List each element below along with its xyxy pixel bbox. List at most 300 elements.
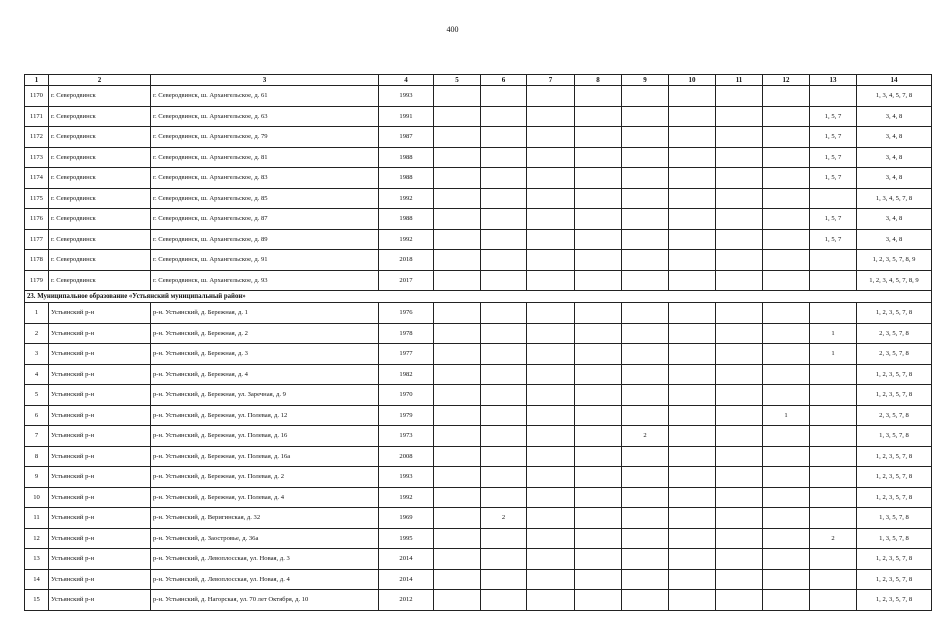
address-cell: р-н. Устьянский, д. Бережная, д. 4 bbox=[151, 364, 379, 385]
col10-cell bbox=[669, 590, 716, 611]
col13-cell: 1, 5, 7 bbox=[810, 127, 857, 148]
col5-cell bbox=[434, 344, 481, 365]
col8-cell bbox=[575, 303, 622, 324]
column-header: 1 bbox=[25, 75, 49, 86]
col11-cell bbox=[716, 549, 763, 570]
col5-cell bbox=[434, 209, 481, 230]
col14-cell: 1, 3, 5, 7, 8 bbox=[857, 426, 932, 447]
municipality-cell: Устьянский р-н bbox=[49, 426, 151, 447]
municipality-cell: Устьянский р-н bbox=[49, 549, 151, 570]
year-cell: 2014 bbox=[379, 569, 434, 590]
col9-cell bbox=[622, 147, 669, 168]
col14-cell: 1, 2, 3, 5, 7, 8 bbox=[857, 467, 932, 488]
address-cell: г. Северодвинск, ш. Архангельское, д. 85 bbox=[151, 188, 379, 209]
table-row bbox=[25, 405, 932, 426]
col11-cell bbox=[716, 229, 763, 250]
table-row bbox=[25, 549, 932, 570]
col13-cell bbox=[810, 487, 857, 508]
col6-cell bbox=[481, 549, 527, 570]
address-cell: р-н. Устьянский, д. Бережная, ул. Полевая, д. 4 bbox=[151, 487, 379, 508]
col7-cell bbox=[527, 127, 575, 148]
col13-cell bbox=[810, 303, 857, 324]
col12-cell bbox=[763, 508, 810, 529]
col13-cell bbox=[810, 446, 857, 467]
col10-cell bbox=[669, 508, 716, 529]
col6-cell bbox=[481, 127, 527, 148]
col12-cell bbox=[763, 270, 810, 291]
col14-cell: 1, 2, 3, 5, 7, 8 bbox=[857, 364, 932, 385]
table-row bbox=[25, 303, 932, 324]
row-number-cell: 6 bbox=[25, 405, 49, 426]
col5-cell bbox=[434, 590, 481, 611]
col9-cell bbox=[622, 209, 669, 230]
address-cell: г. Северодвинск, ш. Архангельское, д. 79 bbox=[151, 127, 379, 148]
row-number-cell: 7 bbox=[25, 426, 49, 447]
col12-cell bbox=[763, 569, 810, 590]
address-cell: р-н. Устьянский, д. Бережная, ул. Полевая, д. 2 bbox=[151, 467, 379, 488]
year-cell: 1988 bbox=[379, 168, 434, 189]
col6-cell bbox=[481, 303, 527, 324]
col7-cell bbox=[527, 229, 575, 250]
municipality-cell: Устьянский р-н bbox=[49, 528, 151, 549]
col7-cell bbox=[527, 209, 575, 230]
col6-cell bbox=[481, 147, 527, 168]
column-header: 13 bbox=[810, 75, 857, 86]
col5-cell bbox=[434, 270, 481, 291]
col9-cell bbox=[622, 549, 669, 570]
year-cell: 2012 bbox=[379, 590, 434, 611]
col13-cell bbox=[810, 250, 857, 271]
col11-cell bbox=[716, 426, 763, 447]
col11-cell bbox=[716, 467, 763, 488]
col11-cell bbox=[716, 127, 763, 148]
col7-cell bbox=[527, 168, 575, 189]
col8-cell bbox=[575, 168, 622, 189]
row-number-cell: 5 bbox=[25, 385, 49, 406]
municipality-cell: Устьянский р-н bbox=[49, 569, 151, 590]
year-cell: 1969 bbox=[379, 508, 434, 529]
address-cell: р-н. Устьянский, д. Бережная, д. 1 bbox=[151, 303, 379, 324]
municipality-cell: г. Северодвинск bbox=[49, 229, 151, 250]
col13-cell: 1, 5, 7 bbox=[810, 147, 857, 168]
section-row bbox=[25, 291, 932, 303]
col5-cell bbox=[434, 426, 481, 447]
page-number: 400 bbox=[446, 25, 459, 34]
col11-cell bbox=[716, 385, 763, 406]
address-cell: р-н. Устьянский, д. Заостровье, д. 36а bbox=[151, 528, 379, 549]
col13-cell bbox=[810, 508, 857, 529]
col11-cell bbox=[716, 446, 763, 467]
column-header: 7 bbox=[527, 75, 575, 86]
address-cell: р-н. Устьянский, д. Бережная, д. 2 bbox=[151, 323, 379, 344]
year-cell: 1993 bbox=[379, 86, 434, 107]
address-cell: г. Северодвинск, ш. Архангельское, д. 81 bbox=[151, 147, 379, 168]
col12-cell bbox=[763, 385, 810, 406]
col6-cell bbox=[481, 569, 527, 590]
col6-cell bbox=[481, 405, 527, 426]
address-cell: р-н. Устьянский, д. Веригинская, д. 32 bbox=[151, 508, 379, 529]
header-row bbox=[25, 75, 932, 86]
row-number-cell: 1175 bbox=[25, 188, 49, 209]
table-row bbox=[25, 426, 932, 447]
col13-cell bbox=[810, 405, 857, 426]
col5-cell bbox=[434, 487, 481, 508]
year-cell: 1987 bbox=[379, 127, 434, 148]
col12-cell bbox=[763, 344, 810, 365]
col9-cell bbox=[622, 168, 669, 189]
municipality-cell: г. Северодвинск bbox=[49, 127, 151, 148]
col13-cell: 1, 5, 7 bbox=[810, 209, 857, 230]
table-row bbox=[25, 250, 932, 271]
col11-cell bbox=[716, 209, 763, 230]
col13-cell: 2 bbox=[810, 528, 857, 549]
municipality-cell: Устьянский р-н bbox=[49, 446, 151, 467]
section-title: 23. Муниципальное образование «Устьянский муниципальный район» bbox=[25, 291, 932, 303]
col13-cell: 1, 5, 7 bbox=[810, 229, 857, 250]
col6-cell bbox=[481, 86, 527, 107]
col8-cell bbox=[575, 528, 622, 549]
table-row bbox=[25, 86, 932, 107]
column-header: 10 bbox=[669, 75, 716, 86]
col8-cell bbox=[575, 487, 622, 508]
col14-cell: 1, 2, 3, 5, 7, 8 bbox=[857, 446, 932, 467]
row-number-cell: 1170 bbox=[25, 86, 49, 107]
table-row bbox=[25, 385, 932, 406]
year-cell: 1978 bbox=[379, 323, 434, 344]
col7-cell bbox=[527, 569, 575, 590]
table-body bbox=[25, 86, 932, 611]
address-cell: р-н. Устьянский, д. Левоплосская, ул. Новая, д. 4 bbox=[151, 569, 379, 590]
col8-cell bbox=[575, 508, 622, 529]
row-number-cell: 2 bbox=[25, 323, 49, 344]
col6-cell bbox=[481, 229, 527, 250]
row-number-cell: 12 bbox=[25, 528, 49, 549]
municipality-cell: Устьянский р-н bbox=[49, 487, 151, 508]
table-row bbox=[25, 270, 932, 291]
col12-cell bbox=[763, 467, 810, 488]
col8-cell bbox=[575, 344, 622, 365]
col8-cell bbox=[575, 270, 622, 291]
col7-cell bbox=[527, 528, 575, 549]
col13-cell bbox=[810, 569, 857, 590]
col10-cell bbox=[669, 364, 716, 385]
year-cell: 1992 bbox=[379, 229, 434, 250]
col11-cell bbox=[716, 188, 763, 209]
col5-cell bbox=[434, 549, 481, 570]
col14-cell: 1, 2, 3, 5, 7, 8 bbox=[857, 487, 932, 508]
year-cell: 1976 bbox=[379, 303, 434, 324]
col14-cell: 3, 4, 8 bbox=[857, 127, 932, 148]
municipality-cell: Устьянский р-н bbox=[49, 323, 151, 344]
col9-cell bbox=[622, 127, 669, 148]
col11-cell bbox=[716, 147, 763, 168]
col13-cell bbox=[810, 467, 857, 488]
col9-cell bbox=[622, 508, 669, 529]
col10-cell bbox=[669, 86, 716, 107]
col7-cell bbox=[527, 487, 575, 508]
col9-cell bbox=[622, 467, 669, 488]
col14-cell: 1, 3, 5, 7, 8 bbox=[857, 508, 932, 529]
col6-cell bbox=[481, 446, 527, 467]
col14-cell: 2, 3, 5, 7, 8 bbox=[857, 323, 932, 344]
col12-cell: 1 bbox=[763, 405, 810, 426]
municipality-cell: Устьянский р-н bbox=[49, 364, 151, 385]
address-cell: г. Северодвинск, ш. Архангельское, д. 91 bbox=[151, 250, 379, 271]
col12-cell bbox=[763, 426, 810, 447]
col5-cell bbox=[434, 168, 481, 189]
col12-cell bbox=[763, 590, 810, 611]
municipality-cell: Устьянский р-н bbox=[49, 385, 151, 406]
table-row bbox=[25, 188, 932, 209]
col7-cell bbox=[527, 508, 575, 529]
year-cell: 2014 bbox=[379, 549, 434, 570]
col9-cell bbox=[622, 344, 669, 365]
col12-cell bbox=[763, 86, 810, 107]
col12-cell bbox=[763, 209, 810, 230]
col7-cell bbox=[527, 106, 575, 127]
col7-cell bbox=[527, 467, 575, 488]
year-cell: 1988 bbox=[379, 209, 434, 230]
col9-cell bbox=[622, 590, 669, 611]
col11-cell bbox=[716, 270, 763, 291]
col5-cell bbox=[434, 188, 481, 209]
table-row bbox=[25, 467, 932, 488]
row-number-cell: 1178 bbox=[25, 250, 49, 271]
col5-cell bbox=[434, 229, 481, 250]
col11-cell bbox=[716, 106, 763, 127]
row-number-cell: 13 bbox=[25, 549, 49, 570]
row-number-cell: 9 bbox=[25, 467, 49, 488]
col12-cell bbox=[763, 147, 810, 168]
row-number-cell: 11 bbox=[25, 508, 49, 529]
col14-cell: 1, 2, 3, 5, 7, 8 bbox=[857, 569, 932, 590]
row-number-cell: 4 bbox=[25, 364, 49, 385]
col8-cell bbox=[575, 446, 622, 467]
col6-cell bbox=[481, 467, 527, 488]
col11-cell bbox=[716, 405, 763, 426]
table-row bbox=[25, 364, 932, 385]
row-number-cell: 1176 bbox=[25, 209, 49, 230]
col6-cell bbox=[481, 270, 527, 291]
col9-cell bbox=[622, 303, 669, 324]
table-row bbox=[25, 106, 932, 127]
year-cell: 1995 bbox=[379, 528, 434, 549]
row-number-cell: 1179 bbox=[25, 270, 49, 291]
column-header: 3 bbox=[151, 75, 379, 86]
row-number-cell: 3 bbox=[25, 344, 49, 365]
col13-cell: 1 bbox=[810, 323, 857, 344]
col14-cell: 3, 4, 8 bbox=[857, 106, 932, 127]
col11-cell bbox=[716, 250, 763, 271]
col13-cell bbox=[810, 364, 857, 385]
col8-cell bbox=[575, 127, 622, 148]
col12-cell bbox=[763, 323, 810, 344]
col13-cell: 1 bbox=[810, 344, 857, 365]
col12-cell bbox=[763, 229, 810, 250]
col14-cell: 3, 4, 8 bbox=[857, 147, 932, 168]
address-cell: г. Северодвинск, ш. Архангельское, д. 61 bbox=[151, 86, 379, 107]
row-number-cell: 1177 bbox=[25, 229, 49, 250]
col10-cell bbox=[669, 168, 716, 189]
col7-cell bbox=[527, 270, 575, 291]
col14-cell: 1, 3, 4, 5, 7, 8 bbox=[857, 86, 932, 107]
table-row bbox=[25, 508, 932, 529]
column-header: 11 bbox=[716, 75, 763, 86]
col11-cell bbox=[716, 303, 763, 324]
row-number-cell: 1173 bbox=[25, 147, 49, 168]
address-cell: р-н. Устьянский, д. Бережная, ул. Заречная, д. 9 bbox=[151, 385, 379, 406]
col5-cell bbox=[434, 303, 481, 324]
col8-cell bbox=[575, 569, 622, 590]
col10-cell bbox=[669, 229, 716, 250]
address-cell: р-н. Устьянский, д. Бережная, д. 3 bbox=[151, 344, 379, 365]
col6-cell bbox=[481, 344, 527, 365]
col7-cell bbox=[527, 303, 575, 324]
col10-cell bbox=[669, 569, 716, 590]
col10-cell bbox=[669, 344, 716, 365]
col11-cell bbox=[716, 344, 763, 365]
municipality-cell: г. Северодвинск bbox=[49, 209, 151, 230]
col8-cell bbox=[575, 209, 622, 230]
table-row bbox=[25, 446, 932, 467]
municipality-cell: Устьянский р-н bbox=[49, 508, 151, 529]
address-cell: р-н. Устьянский, д. Бережная, ул. Полевая, д. 16 bbox=[151, 426, 379, 447]
col9-cell bbox=[622, 250, 669, 271]
year-cell: 1993 bbox=[379, 467, 434, 488]
col11-cell bbox=[716, 508, 763, 529]
col6-cell bbox=[481, 426, 527, 447]
row-number-cell: 1174 bbox=[25, 168, 49, 189]
col9-cell bbox=[622, 323, 669, 344]
col14-cell: 1, 3, 4, 5, 7, 8 bbox=[857, 188, 932, 209]
municipality-cell: Устьянский р-н bbox=[49, 303, 151, 324]
address-cell: р-н. Устьянский, д. Левоплосская, ул. Новая, д. 3 bbox=[151, 549, 379, 570]
col11-cell bbox=[716, 528, 763, 549]
col10-cell bbox=[669, 385, 716, 406]
col8-cell bbox=[575, 323, 622, 344]
col9-cell bbox=[622, 487, 669, 508]
col7-cell bbox=[527, 405, 575, 426]
col9-cell bbox=[622, 364, 669, 385]
table-row bbox=[25, 323, 932, 344]
col9-cell bbox=[622, 405, 669, 426]
year-cell: 1992 bbox=[379, 487, 434, 508]
col5-cell bbox=[434, 446, 481, 467]
col10-cell bbox=[669, 323, 716, 344]
col14-cell: 1, 3, 5, 7, 8 bbox=[857, 528, 932, 549]
year-cell: 1970 bbox=[379, 385, 434, 406]
col12-cell bbox=[763, 168, 810, 189]
col7-cell bbox=[527, 549, 575, 570]
col7-cell bbox=[527, 590, 575, 611]
col6-cell bbox=[481, 323, 527, 344]
col14-cell: 1, 2, 3, 5, 7, 8 bbox=[857, 303, 932, 324]
col13-cell bbox=[810, 86, 857, 107]
col14-cell: 1, 2, 3, 5, 7, 8 bbox=[857, 385, 932, 406]
col9-cell bbox=[622, 229, 669, 250]
year-cell: 2017 bbox=[379, 270, 434, 291]
address-cell: г. Северодвинск, ш. Архангельское, д. 87 bbox=[151, 209, 379, 230]
col5-cell bbox=[434, 467, 481, 488]
year-cell: 1977 bbox=[379, 344, 434, 365]
col12-cell bbox=[763, 106, 810, 127]
col13-cell bbox=[810, 426, 857, 447]
col9-cell bbox=[622, 188, 669, 209]
col10-cell bbox=[669, 405, 716, 426]
col14-cell: 1, 2, 3, 4, 5, 7, 8, 9 bbox=[857, 270, 932, 291]
col5-cell bbox=[434, 364, 481, 385]
municipality-cell: г. Северодвинск bbox=[49, 270, 151, 291]
col13-cell bbox=[810, 549, 857, 570]
col12-cell bbox=[763, 487, 810, 508]
municipality-cell: Устьянский р-н bbox=[49, 405, 151, 426]
table-row bbox=[25, 168, 932, 189]
col6-cell bbox=[481, 590, 527, 611]
col8-cell bbox=[575, 147, 622, 168]
row-number-cell: 14 bbox=[25, 569, 49, 590]
col6-cell bbox=[481, 385, 527, 406]
column-header: 2 bbox=[49, 75, 151, 86]
col10-cell bbox=[669, 270, 716, 291]
col5-cell bbox=[434, 250, 481, 271]
col14-cell: 3, 4, 8 bbox=[857, 209, 932, 230]
municipality-cell: Устьянский р-н bbox=[49, 344, 151, 365]
col10-cell bbox=[669, 127, 716, 148]
column-header: 6 bbox=[481, 75, 527, 86]
col7-cell bbox=[527, 188, 575, 209]
col8-cell bbox=[575, 188, 622, 209]
address-cell: г. Северодвинск, ш. Архангельское, д. 89 bbox=[151, 229, 379, 250]
address-cell: г. Северодвинск, ш. Архангельское, д. 83 bbox=[151, 168, 379, 189]
col8-cell bbox=[575, 405, 622, 426]
col9-cell bbox=[622, 106, 669, 127]
row-number-cell: 1172 bbox=[25, 127, 49, 148]
col9-cell bbox=[622, 385, 669, 406]
municipality-cell: г. Северодвинск bbox=[49, 168, 151, 189]
col7-cell bbox=[527, 344, 575, 365]
col9-cell bbox=[622, 446, 669, 467]
col11-cell bbox=[716, 569, 763, 590]
col7-cell bbox=[527, 147, 575, 168]
year-cell: 1982 bbox=[379, 364, 434, 385]
col13-cell bbox=[810, 188, 857, 209]
col10-cell bbox=[669, 250, 716, 271]
address-cell: р-н. Устьянский, д. Бережная, ул. Полевая, д. 16а bbox=[151, 446, 379, 467]
col11-cell bbox=[716, 323, 763, 344]
col6-cell bbox=[481, 364, 527, 385]
column-header: 5 bbox=[434, 75, 481, 86]
municipality-cell: г. Северодвинск bbox=[49, 147, 151, 168]
col8-cell bbox=[575, 364, 622, 385]
year-cell: 1979 bbox=[379, 405, 434, 426]
col10-cell bbox=[669, 303, 716, 324]
col8-cell bbox=[575, 385, 622, 406]
col5-cell bbox=[434, 127, 481, 148]
table-row bbox=[25, 528, 932, 549]
row-number-cell: 8 bbox=[25, 446, 49, 467]
col6-cell bbox=[481, 528, 527, 549]
year-cell: 1991 bbox=[379, 106, 434, 127]
column-header: 4 bbox=[379, 75, 434, 86]
col9-cell bbox=[622, 569, 669, 590]
col14-cell: 3, 4, 8 bbox=[857, 168, 932, 189]
col5-cell bbox=[434, 147, 481, 168]
year-cell: 1973 bbox=[379, 426, 434, 447]
col9-cell bbox=[622, 86, 669, 107]
municipality-cell: г. Северодвинск bbox=[49, 188, 151, 209]
col7-cell bbox=[527, 250, 575, 271]
year-cell: 2008 bbox=[379, 446, 434, 467]
